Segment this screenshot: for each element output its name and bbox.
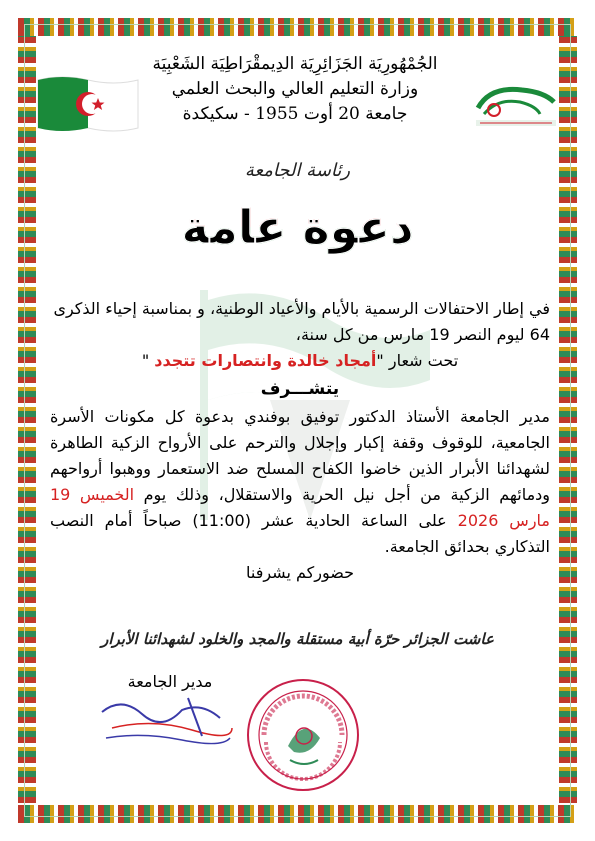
invitation-body: [50, 296, 550, 586]
title-text: دعوة عامة: [181, 200, 414, 254]
event-date: الخميس 19 مارس 2026: [50, 485, 550, 530]
signer-title: مدير الجامعة: [127, 672, 213, 691]
ministry-name: وزارة التعليم العالي والبحث العلمي: [171, 79, 419, 99]
main-paragraph-start: مدير الجامعة الأستاذ الدكتور توفيق بوفندي بدعوة كل مكونات الأسرة الجامعية، للوقوف وقفة إكبار وإجلال والترحم على الأرواح الزكية الطاهرة لشهدائنا الأبرار الذين خاضوا الكفاح المسلح ضد الاستعمار ووهبوا أرواحهم ودمائهم الزكية من أجل نيل الحرية والاستقلال، وذلك يوم: [50, 407, 551, 504]
title: [0, 200, 595, 254]
honored-label: يتشـــرف: [260, 379, 340, 399]
intro-paragraph: في إطار الاحتفالات الرسمية بالأيام والأعياد الوطنية، و بمناسبة إحياء الذكرى 64 ليوم النصر 19 مارس من كل سنة،: [53, 299, 550, 344]
algeria-flag-icon: [36, 72, 140, 134]
closing-slogan: عاشت الجزائر حرّة أبية مستقلة والمجد والخلود لشهدائنا الأبرار: [101, 630, 494, 648]
slogan-prefix: تحت شعار ": [376, 351, 459, 370]
university-logo-icon: [470, 80, 562, 132]
main-paragraph: [50, 404, 550, 560]
presidency-label: رئاسة الجامعة: [244, 160, 351, 181]
attendance-line: حضوركم يشرفنا: [245, 563, 354, 582]
republic-name: الجُمْهُورِيَة الجَزَائِرِيَة الدِيمقْرَاطِيَة الشَعْبِيَة: [152, 54, 438, 74]
slogan-line: [50, 348, 550, 374]
main-paragraph-end: على الساعة الحادية عشر (11:00) صباحاً أمام النصب التذكاري بحدائق الجامعة.: [50, 511, 550, 556]
slogan-suffix: ": [141, 351, 155, 370]
university-name: جامعة 20 أوت 1955 - سكيكدة: [182, 104, 408, 124]
slogan-text: أمجاد خالدة وانتصارات تتجدد: [154, 351, 377, 370]
handwritten-signature-icon: [92, 692, 242, 748]
official-stamp-icon: [244, 676, 362, 794]
header: [130, 52, 460, 127]
